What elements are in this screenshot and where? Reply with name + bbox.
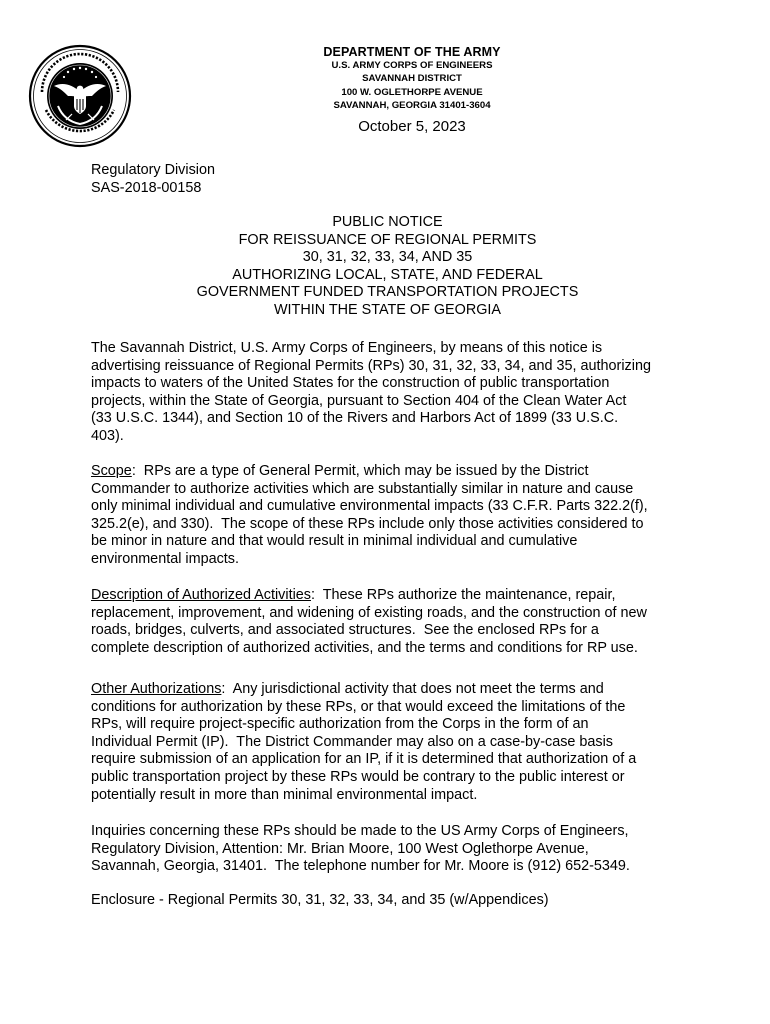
text-line: environmental impacts. bbox=[91, 550, 239, 567]
text-line: conditions for authorization by these RPs, or that would exceed the limitations of the bbox=[91, 698, 626, 715]
other-authorizations-paragraph bbox=[91, 681, 691, 804]
text-line: RPs, will require project-specific authorization from the Corps in the form of an bbox=[91, 716, 589, 733]
title-line: WITHIN THE STATE OF GEORGIA bbox=[273, 301, 502, 318]
division-name: Regulatory Division bbox=[91, 162, 215, 178]
text-line: projects, within the State of Georgia, pursuant to Section 404 of the Clean Water Act bbox=[91, 392, 627, 409]
activities-heading: Description of Authorized Activities bbox=[91, 587, 311, 603]
text-line bbox=[91, 463, 691, 481]
department-of-defense-seal-icon bbox=[28, 44, 132, 148]
text-line: Commander to authorize activities which are substantially similar in nature and cause bbox=[91, 480, 634, 497]
text-line: 403). bbox=[91, 427, 124, 444]
text-line bbox=[91, 587, 691, 605]
text-line: only minimal individual and cumulative environmental impacts (33 C.F.R. Parts 322.2(f), bbox=[91, 498, 648, 515]
other-first-line: : Any jurisdictional activity that does not meet the terms and bbox=[221, 681, 604, 697]
title-line: PUBLIC NOTICE bbox=[332, 214, 443, 230]
text-line: roads, bridges, culverts, and associated structures. See the enclosed RPs for a bbox=[91, 622, 599, 639]
text-line: The Savannah District, U.S. Army Corps of Engineers, by means of this notice is bbox=[91, 340, 603, 356]
scope-paragraph bbox=[91, 463, 691, 569]
office-reference bbox=[91, 162, 691, 197]
text-line: potentially result in more than minimal environmental impact. bbox=[91, 786, 478, 803]
notice-date: October 5, 2023 bbox=[358, 118, 466, 135]
district-name: SAVANNAH DISTRICT bbox=[362, 73, 462, 85]
intro-paragraph bbox=[91, 340, 691, 446]
text-line: Savannah, Georgia, 31401. The telephone number for Mr. Moore is (912) 652-5349. bbox=[91, 858, 630, 875]
text-line: advertising reissuance of Regional Permits (RPs) 30, 31, 32, 33, 34, and 35, authorizing bbox=[91, 357, 651, 374]
text-line: require submission of an application for an IP, if it is determined that authorization of a bbox=[91, 751, 637, 768]
letterhead bbox=[262, 46, 562, 112]
department-name: DEPARTMENT OF THE ARMY bbox=[323, 45, 501, 59]
scope-first-line: : RPs are a type of General Permit, which may be issued by the District bbox=[131, 463, 589, 479]
city-state-zip: SAVANNAH, GEORGIA 31401-3604 bbox=[333, 99, 491, 111]
text-line: replacement, improvement, and widening of existing roads, and the construction of new bbox=[91, 604, 647, 621]
text-line bbox=[91, 681, 691, 699]
authorized-activities-paragraph bbox=[91, 587, 691, 657]
text-line: (33 U.S.C. 1344), and Section 10 of the Rivers and Harbors Act of 1899 (33 U.S.C. bbox=[91, 410, 619, 427]
inquiries-paragraph bbox=[91, 823, 691, 876]
notice-title bbox=[80, 214, 695, 320]
text-line: impacts to waters of the United States for the construction of public transportation bbox=[91, 375, 610, 392]
title-line: GOVERNMENT FUNDED TRANSPORTATION PROJECTS bbox=[196, 284, 579, 301]
text-line: Inquiries concerning these RPs should be made to the US Army Corps of Engineers, bbox=[91, 823, 629, 839]
text-line: be minor in nature and that would result in minimal individual and cumulative bbox=[91, 533, 578, 550]
activities-first-line: : These RPs authorize the maintenance, repair, bbox=[310, 587, 616, 603]
text-line: 325.2(e), and 330). The scope of these RPs include only those activities considered to bbox=[91, 515, 644, 532]
title-line: AUTHORIZING LOCAL, STATE, AND FEDERAL bbox=[232, 266, 543, 283]
title-line: 30, 31, 32, 33, 34, AND 35 bbox=[302, 249, 473, 266]
reference-number: SAS-2018-00158 bbox=[91, 179, 202, 196]
enclosure-line bbox=[91, 892, 691, 910]
text-line: complete description of authorized activities, and the terms and conditions for RP use. bbox=[91, 639, 638, 656]
street-address: 100 W. OGLETHORPE AVENUE bbox=[341, 86, 483, 98]
text-line: Regulatory Division, Attention: Mr. Brian Moore, 100 West Oglethorpe Avenue, bbox=[91, 840, 589, 857]
scope-heading: Scope bbox=[91, 463, 132, 479]
text-line: public transportation project by these RPs would be contrary to the public interest or bbox=[91, 768, 625, 785]
text-line: Individual Permit (IP). The District Commander may also on a case-by-case basis bbox=[91, 733, 613, 750]
text-line: Enclosure - Regional Permits 30, 31, 32, 33, 34, and 35 (w/Appendices) bbox=[91, 892, 549, 908]
title-line: FOR REISSUANCE OF REGIONAL PERMITS bbox=[238, 231, 537, 248]
other-heading: Other Authorizations bbox=[91, 681, 222, 697]
agency-name: U.S. ARMY CORPS OF ENGINEERS bbox=[331, 60, 493, 72]
